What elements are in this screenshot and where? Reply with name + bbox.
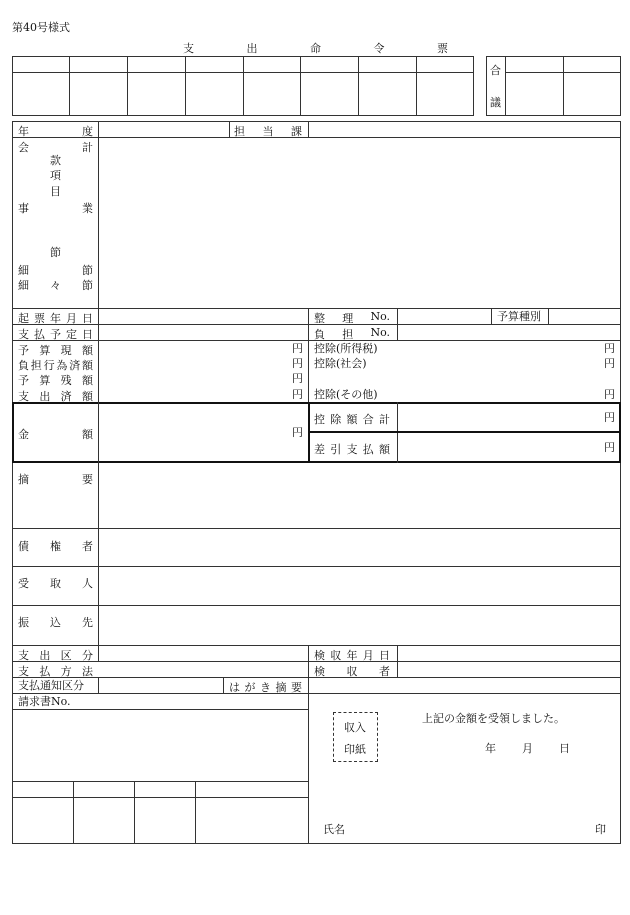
saisaisetsu-label: 細 々 節 [18, 279, 93, 292]
invoice-no-label: 請求書No. [18, 695, 71, 708]
jigyou-label: 事 業 [18, 202, 93, 215]
deduction-total-label: 控 除 額 合 計 [314, 413, 390, 426]
creditor-label: 債 権 者 [18, 540, 93, 553]
receipt-name-label: 氏名 [323, 823, 345, 836]
year-label: 年 度 [18, 125, 93, 138]
payee-label: 受 取 人 [18, 577, 93, 590]
revenue-stamp-line1: 収入 [344, 721, 366, 734]
committed-amount-label: 負 担 行 為 済 額 [18, 359, 93, 372]
seiri-no-label: 整 理 No. [314, 310, 390, 325]
consultation-grid [486, 56, 621, 116]
net-payment-unit: 円 [604, 441, 615, 454]
title-char: 命 [310, 42, 321, 55]
futan-no-label: 負 担 No. [314, 326, 390, 341]
title-char: 令 [373, 42, 385, 55]
budget-remaining-label: 予 算 残 額 [18, 374, 93, 387]
budget-current-label: 予 算 現 額 [18, 344, 93, 357]
payment-method-label: 支 払 方 法 [18, 665, 93, 678]
moku-label: 目 [50, 185, 61, 198]
deduction-total-unit: 円 [604, 411, 615, 424]
budget-current-unit: 円 [292, 342, 303, 355]
amount-label: 金 額 [18, 428, 93, 441]
kihyo-date-label: 起 票 年 月 日 [18, 312, 93, 325]
receipt-message: 上記の金額を受領しました。 [422, 712, 565, 725]
deduction-social-label: 控除(社会) [314, 357, 367, 370]
inspection-date-label: 検 収 年 月 日 [314, 649, 390, 662]
receipt-year-label: 年 [485, 742, 496, 755]
receipt-day-label: 日 [559, 742, 570, 755]
spent-amount-unit: 円 [292, 388, 303, 401]
kaikei-label: 会 計 [18, 141, 93, 154]
consultation-label-top: 合 [490, 64, 501, 77]
deduction-income-tax-label: 控除(所得税) [314, 342, 378, 355]
committed-amount-unit: 円 [292, 357, 303, 370]
budget-remaining-unit: 円 [292, 372, 303, 385]
revenue-stamp-line2: 印紙 [344, 743, 366, 756]
saisetsu-label: 細 節 [18, 264, 93, 277]
deduction-income-tax-unit: 円 [604, 342, 615, 355]
expenditure-category-label: 支 出 区 分 [18, 649, 93, 662]
kou-label: 項 [50, 169, 61, 182]
spent-amount-label: 支 出 済 額 [18, 390, 93, 403]
budget-type-label: 予算種別 [497, 310, 541, 323]
payment-due-label: 支 払 予 定 日 [18, 328, 93, 341]
postcard-summary-label: は が き 摘 要 [229, 681, 302, 694]
main-form [12, 121, 621, 844]
title-char: 支 [183, 42, 194, 55]
summary-label: 摘 要 [18, 473, 93, 486]
transfer-label: 振 込 先 [18, 616, 93, 629]
inspector-label: 検 収 者 [314, 665, 390, 678]
consultation-label-bottom: 議 [490, 96, 501, 109]
receipt-seal-label: 印 [595, 823, 606, 836]
deduction-social-unit: 円 [604, 357, 615, 370]
title-char: 出 [246, 42, 258, 55]
receipt-month-label: 月 [522, 742, 533, 755]
notice-category-label: 支払通知区分 [18, 679, 84, 692]
form-title [183, 40, 448, 56]
deduction-other-unit: 円 [604, 388, 615, 401]
form-number: 第40号様式 [12, 21, 70, 34]
kan-label: 款 [50, 154, 61, 167]
dept-label: 担 当 課 [234, 125, 302, 138]
title-char: 票 [437, 42, 448, 55]
net-payment-label: 差 引 支 払 額 [314, 443, 390, 456]
amount-unit: 円 [292, 426, 303, 439]
deduction-other-label: 控除(その他) [314, 388, 378, 401]
setsu-label: 節 [50, 246, 61, 259]
